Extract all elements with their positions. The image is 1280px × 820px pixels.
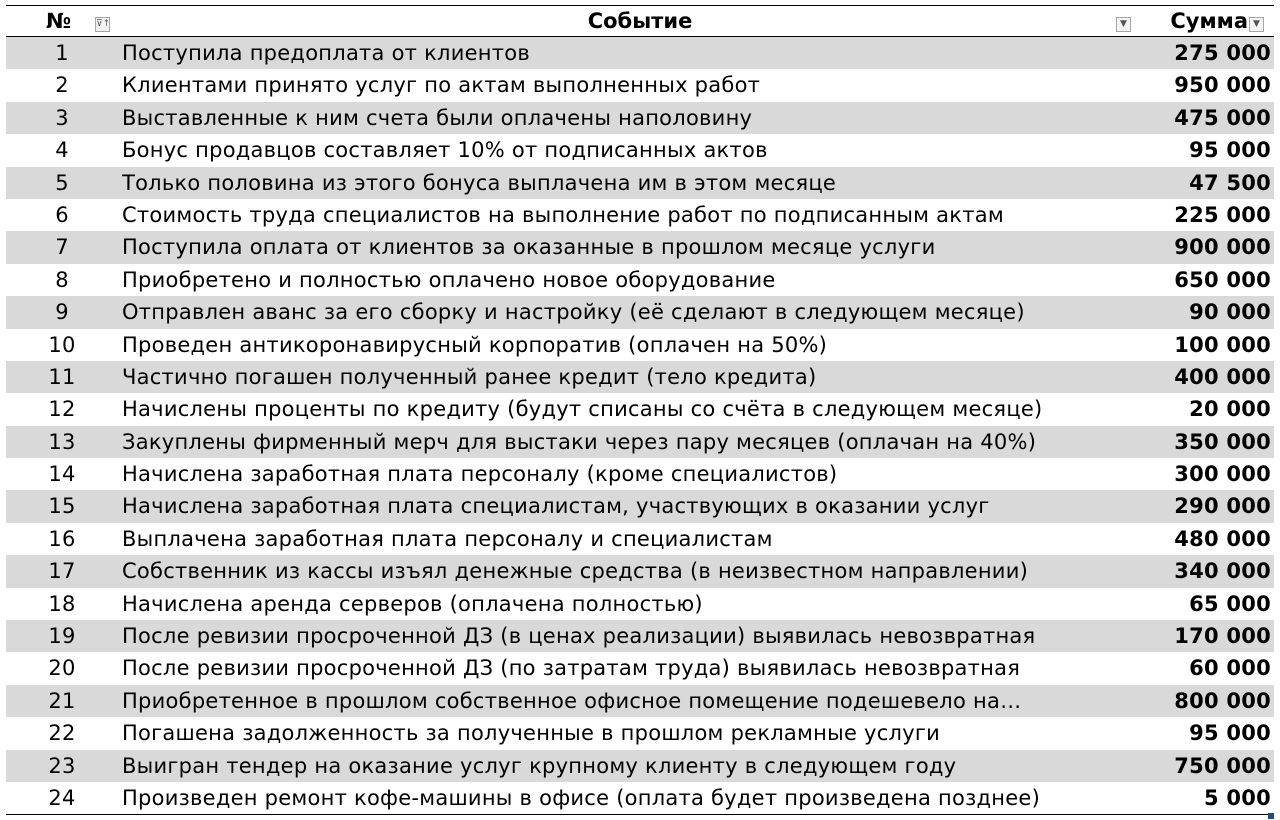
event-cell[interactable]: Поступила предоплата от клиентов (122, 41, 530, 65)
filter-dropdown-icon[interactable]: ▼ (1249, 17, 1264, 32)
table-row[interactable] (6, 750, 1274, 782)
table-row[interactable] (6, 393, 1274, 425)
event-cell[interactable]: Только половина из этого бонуса выплачена им в этом месяце (122, 170, 837, 195)
row-number-cell[interactable]: 20 (48, 656, 76, 681)
amount-cell[interactable]: 90 000 (1189, 300, 1271, 325)
table-row[interactable] (6, 361, 1274, 393)
row-number-cell[interactable]: 19 (48, 624, 76, 649)
row-number-cell[interactable]: 6 (55, 202, 69, 227)
table-row[interactable] (6, 102, 1274, 134)
table-row[interactable] (6, 652, 1274, 684)
table-row[interactable] (6, 69, 1274, 101)
amount-cell[interactable]: 100 000 (1174, 332, 1271, 357)
table-row[interactable] (6, 555, 1274, 587)
event-cell[interactable]: Стоимость труда специалистов на выполнение работ по подписанным актам (122, 202, 1004, 227)
event-cell[interactable]: Частично погашен полученный ранее кредит (тело кредита) (122, 364, 817, 389)
table-row[interactable] (6, 231, 1274, 263)
table-row[interactable] (6, 490, 1274, 522)
row-number-cell[interactable]: 8 (55, 267, 69, 292)
amount-cell[interactable]: 750 000 (1174, 753, 1271, 778)
row-number-cell[interactable]: 11 (48, 364, 76, 389)
amount-cell[interactable]: 60 000 (1189, 656, 1271, 681)
row-number-cell[interactable]: 7 (55, 235, 69, 260)
row-number-cell[interactable]: 23 (48, 753, 76, 778)
table-row[interactable] (6, 588, 1274, 620)
table-row[interactable] (6, 199, 1274, 231)
table-row[interactable] (6, 264, 1274, 296)
event-cell[interactable]: Клиентами принято услуг по актам выполненных работ (122, 73, 761, 98)
header-row (6, 5, 1274, 37)
table-row[interactable] (6, 782, 1274, 814)
event-cell[interactable]: Погашена задолженность за полученные в прошлом рекламные услуги (122, 721, 941, 746)
row-number-cell[interactable]: 12 (48, 397, 76, 422)
event-cell[interactable]: Выигран тендер на оказание услуг крупному клиенту в следующем году (122, 753, 957, 778)
amount-cell[interactable]: 20 000 (1189, 397, 1271, 422)
amount-cell[interactable]: 475 000 (1174, 105, 1271, 130)
event-cell[interactable]: Выставленные к ним счета были оплачены наполовину (122, 105, 753, 130)
row-number-cell[interactable]: 18 (48, 591, 76, 616)
sort-filter-icon[interactable]: ⊽↑ (95, 17, 110, 32)
event-cell[interactable]: После ревизии просроченной ДЗ (по затратам труда) выявилась невозвратная (122, 656, 1021, 681)
table-row[interactable] (6, 685, 1274, 717)
amount-cell[interactable]: 5 000 (1203, 785, 1271, 810)
row-number-cell[interactable]: 24 (48, 785, 76, 810)
amount-cell[interactable]: 170 000 (1174, 624, 1271, 649)
row-number-cell[interactable]: 16 (48, 526, 76, 551)
row-number-cell[interactable]: 13 (48, 429, 76, 454)
table-row[interactable] (6, 458, 1274, 490)
event-cell[interactable]: Выплачена заработная плата персоналу и специалистам (122, 526, 773, 551)
row-number-cell[interactable]: 10 (48, 332, 76, 357)
event-cell[interactable]: Отправлен аванс за его сборку и настройку (её сделают в следующем месяце) (122, 300, 1025, 325)
amount-cell[interactable]: 95 000 (1189, 721, 1271, 746)
table-row[interactable] (6, 167, 1274, 199)
amount-cell[interactable]: 225 000 (1174, 202, 1271, 227)
amount-cell[interactable]: 300 000 (1174, 462, 1271, 487)
row-number-cell[interactable]: 1 (55, 41, 69, 65)
amount-cell[interactable]: 400 000 (1174, 364, 1271, 389)
spreadsheet-table (6, 5, 1274, 815)
row-number-cell[interactable]: 4 (55, 138, 69, 163)
column-header-event[interactable]: Событие (587, 9, 693, 33)
row-number-cell[interactable]: 14 (48, 462, 76, 487)
event-cell[interactable]: Произведен ремонт кофе-машины в офисе (оплата будет произведена позднее) (122, 785, 1041, 810)
row-number-cell[interactable]: 3 (55, 105, 69, 130)
filter-dropdown-icon[interactable]: ▼ (1116, 17, 1131, 32)
event-cell[interactable]: Бонус продавцов составляет 10% от подписанных актов (122, 138, 768, 163)
table-row[interactable] (6, 620, 1274, 652)
amount-cell[interactable]: 275 000 (1174, 41, 1271, 65)
table-row[interactable] (6, 296, 1274, 328)
table-row[interactable] (6, 329, 1274, 361)
event-cell[interactable]: Приобретено и полностью оплачено новое оборудование (122, 267, 776, 292)
event-cell[interactable]: Приобретенное в прошлом собственное офисное помещение подешевело на… (122, 688, 1022, 713)
row-number-cell[interactable]: 5 (55, 170, 69, 195)
event-cell[interactable]: Начислена заработная плата специалистам, участвующих в оказании услуг (122, 494, 990, 519)
amount-cell[interactable]: 480 000 (1174, 526, 1271, 551)
row-number-cell[interactable]: 22 (48, 721, 76, 746)
amount-cell[interactable]: 47 500 (1189, 170, 1271, 195)
amount-cell[interactable]: 650 000 (1174, 267, 1271, 292)
event-cell[interactable]: Начислены проценты по кредиту (будут списаны со счёта в следующем месяце) (122, 397, 1043, 422)
table-body (6, 37, 1274, 815)
amount-cell[interactable]: 95 000 (1189, 138, 1271, 163)
amount-cell[interactable]: 800 000 (1174, 688, 1271, 713)
table-row[interactable] (6, 426, 1274, 458)
fill-handle[interactable] (1268, 813, 1274, 819)
column-header-amount[interactable]: Сумма (1170, 9, 1248, 33)
row-number-cell[interactable]: 15 (48, 494, 76, 519)
event-cell[interactable]: Начислена заработная плата персоналу (кроме специалистов) (122, 462, 838, 487)
amount-cell[interactable]: 900 000 (1174, 235, 1271, 260)
amount-cell[interactable]: 950 000 (1174, 73, 1271, 98)
event-cell[interactable]: Начислена аренда серверов (оплачена полностью) (122, 591, 703, 616)
row-number-cell[interactable]: 21 (48, 688, 76, 713)
event-cell[interactable]: После ревизии просроченной ДЗ (в ценах реализации) выявилась невозвратная (122, 624, 1036, 649)
row-number-cell[interactable]: 9 (55, 300, 69, 325)
table-row[interactable] (6, 717, 1274, 749)
amount-cell[interactable]: 350 000 (1174, 429, 1271, 454)
amount-cell[interactable]: 340 000 (1174, 559, 1271, 584)
amount-cell[interactable]: 290 000 (1174, 494, 1271, 519)
row-number-cell[interactable]: 2 (55, 73, 69, 98)
event-cell[interactable]: Собственник из кассы изъял денежные средства (в неизвестном направлении) (122, 559, 1029, 584)
column-header-number[interactable]: № (46, 9, 72, 33)
amount-cell[interactable]: 65 000 (1189, 591, 1271, 616)
event-cell[interactable]: Проведен антикоронавирусный корпоратив (оплачен на 50%) (122, 332, 828, 357)
table-row[interactable] (6, 134, 1274, 166)
table-row[interactable] (6, 523, 1274, 555)
table-row[interactable] (6, 37, 1274, 69)
event-cell[interactable]: Закуплены фирменный мерч для выстаки через пару месяцев (оплачан на 40%) (122, 429, 1037, 454)
row-number-cell[interactable]: 17 (48, 559, 76, 584)
event-cell[interactable]: Поступила оплата от клиентов за оказанные в прошлом месяце услуги (122, 235, 936, 260)
